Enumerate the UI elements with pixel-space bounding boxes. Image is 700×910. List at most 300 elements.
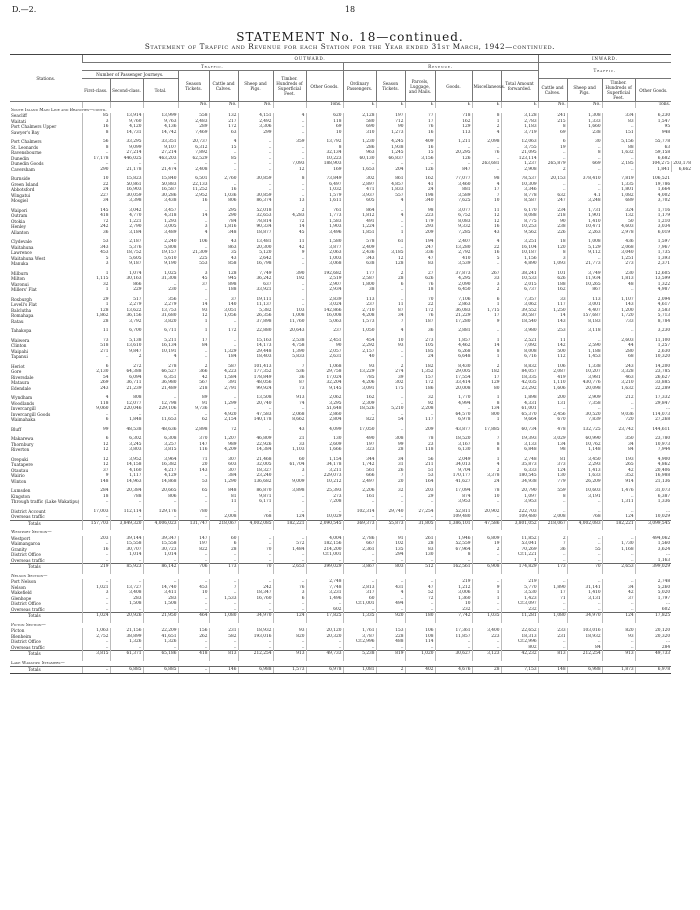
table-cell: 2,748 [306,579,343,585]
table-cell: 173 [538,564,567,570]
table-cell: 1,496 [306,596,343,602]
table-cell: 24 [405,354,435,360]
table-cell: 5,063 [306,319,343,325]
table-cell: 219 [82,564,110,570]
table-cell: 64,570 [435,412,472,418]
table-cell: 4,004 [306,536,343,542]
table-cell: 3,953 [435,499,472,505]
station-name: Tahakopa [11,328,32,333]
table-cell: 104,275 [635,161,671,167]
table-cell: 28 [376,276,405,282]
table-cell: .. [110,161,143,167]
table-cell: 180 [405,613,435,619]
table-cell: 15,558 [110,541,143,547]
table-cell: 1,731 [567,208,602,214]
table-cell: 273 [602,261,635,267]
table-cell: .. [538,499,567,505]
table-cell: 5 [82,256,110,262]
table-cell: 14 [538,313,567,319]
table-cell: 6,308 [143,436,178,442]
table-cell: 28 [82,319,110,325]
table-cell: 5,211 [143,338,178,344]
table-cell: 34,178 [306,462,343,468]
table-cell: 3,378 [472,473,501,479]
table-cell: 3,624 [635,547,671,553]
table-cell: 2 [538,536,567,542]
table-cell: 2,309 [343,401,376,407]
table-cell: 1 [472,417,501,423]
table-cell: 3,231 [306,590,343,596]
table-cell: 293 [405,224,435,230]
table-cell: .. [178,349,209,355]
table-cell: 20,384 [110,488,143,494]
station-name: Totals [10,613,82,619]
table-cell: 561 [343,468,376,474]
table-cell: 4,099 [306,427,343,433]
table-cell: 69 [306,124,343,130]
table-cell: 8 [82,130,110,136]
page-number: 18 [344,5,356,14]
table-cell: 1,730 [602,541,635,547]
table-cell: 689 [602,198,635,204]
table-cell: .. [343,607,376,613]
table-cell: 18,520 [435,436,472,442]
table-cell: 4,295 [435,276,472,282]
table-cell: 253 [538,328,567,334]
table-cell: 13,280 [435,245,472,251]
station-name: Blenheim [11,633,32,639]
table-cell: 72 [82,219,110,225]
table-cell: 101,413 [238,364,273,370]
table-cell: 72 [405,596,435,602]
table-cell: .. [209,182,238,188]
table-cell: 6,268 [435,349,472,355]
table-cell: 140,178 [238,417,273,423]
table-cell: 53,041 [501,541,538,547]
table-cell: 1,224 [343,224,376,230]
station-name: Winton [11,478,27,484]
table-cell: 1,237 [501,161,538,167]
table-cell: .. [602,124,635,130]
table-cell: 283 [110,596,143,602]
table-cell: 21,489 [143,386,178,392]
table-cell: 43 [273,427,306,433]
table-cell: 3,849,320 [110,520,143,526]
table-cell: 24 [82,187,110,193]
table-cell: 47 [405,256,435,262]
table-cell: 637 [238,282,273,288]
table-cell: .. [178,667,209,674]
table-cell: 17,178 [82,156,110,162]
table-cell: 14,731 [110,130,143,136]
table-cell: 280 [602,349,635,355]
table-cell: 101 [538,271,567,277]
table-cell: 24 [472,479,501,485]
table-cell: .. [178,245,209,251]
table-cell: 4,890 [501,261,538,267]
table-cell: 28 [405,541,435,547]
table-cell: 162 [435,119,472,125]
table-cell: 1 [501,558,538,564]
statement-subtitle: Statement of Traffic and Revenue for each Station for the Year ended 31st March, 1942—continued. [144,42,556,51]
table-cell: .. [273,645,306,651]
table-cell: 10,029 [635,514,671,520]
table-cell: 3 [178,224,209,230]
table-cell: 8 [538,250,567,256]
table-cell: 858 [209,261,238,267]
table-cell: 512 [405,564,435,570]
table-cell: 21,309 [178,250,209,256]
table-cell: 14,158 [110,462,143,468]
table-cell: 124 [273,613,306,619]
table-cell: 32,653 [238,213,273,219]
table-cell: .. [273,145,306,151]
table-cell: 1,326 [110,639,143,645]
station-name: Thornbury [11,441,34,447]
table-cell: 76 [405,282,435,288]
table-cell: 6,170 [501,208,538,214]
table-cell: .. [538,406,567,412]
table-cell: 1,573 [343,319,376,325]
table-cell: 129,176 [143,509,178,515]
table-cell: 8 [472,401,501,407]
table-cell: 27,254 [405,509,435,515]
table-cell: 436 [602,239,635,245]
table-cell: 9 [82,473,110,479]
table-cell: 3,702 [635,198,671,204]
table-cell: 34,938 [501,479,538,485]
table-cell: 8,587 [501,198,538,204]
table-cell: .. [82,499,110,505]
table-cell: .. [538,601,567,607]
table-cell: 98 [405,208,435,214]
table-cell: 50 [602,219,635,225]
table-cell: .. [273,406,306,412]
table-cell: 16 [82,547,110,553]
table-cell: 5,770 [501,585,538,591]
table-cell: 203,178 [671,161,692,167]
table-cell: .. [472,607,501,613]
table-cell: 52 [405,590,435,596]
table-cell: 142,866 [306,308,343,314]
table-cell: .. [376,245,405,251]
table-cell: 194 [405,239,435,245]
table-cell: 390 [273,271,306,277]
table-cell: 2,087 [538,369,567,375]
table-cell: 5,129 [567,245,602,251]
table-cell: 6,809 [472,536,501,542]
table-cell: 1 [472,302,501,308]
station-name: Overseas traffic [11,644,45,650]
table-cell: 20,120 [306,628,343,634]
table-cell: 3,801,052 [501,520,538,526]
table-cell: 2,408 [178,167,209,173]
table-cell: 4,120 [110,124,143,130]
table-cell: 2 [376,667,405,674]
table-cell: 1,293 [143,219,178,225]
table-cell: 10,603 [567,488,602,494]
station-name: Millers' Flat [11,287,37,292]
station-name: District Office [11,552,41,557]
col-total-forwarded: Total Amount forwarded. [501,71,538,102]
table-cell: 39,347 [143,536,178,542]
table-cell: .. [82,645,110,651]
table-cell: .. [567,579,602,585]
table-cell: 3,583 [635,308,671,314]
table-cell: .. [376,354,405,360]
table-cell: 21,156 [110,628,143,634]
table-cell: 11,653 [143,417,178,423]
table-cell: 1,082 [602,193,635,199]
table-cell: 68 [602,354,635,360]
table-cell: .. [273,494,306,500]
table-cell: 17,361 [435,628,472,634]
table-cell: 2,603 [602,338,635,344]
table-cell: .. [209,161,238,167]
table-cell: .. [273,558,306,564]
table-cell: 4 [472,239,501,245]
table-cell: 1,211 [435,139,472,145]
table-cell: 118 [405,447,435,453]
table-cell: 419 [538,375,567,381]
table-cell: 42 [602,468,635,474]
table-cell: .. [567,167,602,173]
table-cell: 237 [343,302,376,308]
table-cell: .. [376,427,405,433]
table-cell: 1,003 [306,256,343,262]
table-cell: 212,254 [238,651,273,657]
table-cell: 113 [567,297,602,303]
table-cell: .. [567,536,602,542]
table-cell: 1,020 [405,651,435,657]
table-cell: 182 [405,364,435,370]
table-cell: 587 [209,364,238,370]
station-name: District Office [11,639,41,644]
table-cell: 3,496 [306,230,343,236]
table-cell: 5,382 [238,308,273,314]
station-name: Through traffic (Lake Wakatipu) [11,499,80,504]
table-cell: .. [143,395,178,401]
table-cell: 22,209 [143,628,178,634]
table-cell: 184 [209,354,238,360]
table-cell: 211 [405,462,435,468]
table-cell: 5,808 [143,245,178,251]
table-cell: 1,035 [472,613,501,619]
table-cell: 7,092 [501,343,538,349]
table-cell: 1,816 [209,224,238,230]
table-cell: .. [376,607,405,613]
table-cell: .. [538,156,567,162]
table-cell: .. [602,494,635,500]
table-cell: 32,204 [306,380,343,386]
table-cell: 813 [209,651,238,657]
table-cell: 16 [472,250,501,256]
table-cell: 1,797 [635,596,671,602]
table-cell: 83 [405,261,435,267]
station-name: Burnside [11,176,31,181]
table-cell: 632 [538,193,567,199]
table-cell: 229,073 [306,473,343,479]
station-name: Waitahuna West [11,255,46,261]
table-cell: .. [376,558,405,564]
table-cell: 1,611 [306,198,343,204]
table-cell: 3 [472,282,501,288]
table-cell: 317 [343,590,376,596]
table-cell: .. [567,499,602,505]
table-cell: 1,107 [602,297,635,303]
table-cell: 17 [538,590,567,596]
table-cell: 1,210 [635,219,671,225]
table-cell: 30,723 [143,547,178,553]
table-cell: .. [209,509,238,515]
table-cell: 120 [538,245,567,251]
table-cell: 2,407 [435,239,472,245]
table-cell: 3 [82,119,110,125]
table-cell: 231 [538,634,567,640]
section-heading: Westport Section— [11,530,52,535]
table-cell: 18,403 [238,354,273,360]
table-cell: 172 [405,308,435,314]
table-cell: 38,899 [110,634,143,640]
table-cell: 49,733 [635,651,671,657]
station-name: Sawyer's Bay [11,129,40,135]
station-name: Dunedin [11,155,29,161]
table-cell: 1,901 [567,213,602,219]
table-cell: 14 [178,213,209,219]
table-cell: 1,386,101 [435,520,472,526]
table-cell: 1,903 [306,224,343,230]
table-cell: 867 [567,287,602,293]
table-cell: 3,898 [273,488,306,494]
table-cell: 6 [209,541,238,547]
table-cell: .. [405,607,435,613]
table-cell: 6 [273,596,306,602]
table-cell: 3,029 [538,436,567,442]
table-cell: 1,390 [273,349,306,355]
table-cell: 1 [376,230,405,236]
table-cell: 913 [602,651,635,657]
table-cell: 151 [602,130,635,136]
table-cell: .. [567,145,602,151]
table-cell: 14,200 [635,364,671,370]
table-cell: 22 [472,245,501,251]
table-cell: 1,245 [376,150,405,156]
table-cell: .. [602,601,635,607]
station-name: Milton [11,276,25,281]
table-cell: 19 [472,541,501,547]
table-cell: .. [567,558,602,564]
table-cell: 27,268 [635,417,671,423]
table-cell: .. [538,182,567,188]
table-cell: ... [635,509,671,515]
table-cell: 70 [238,547,273,553]
table-cell: 8,784 [635,319,671,325]
table-cell: 263,681 [472,161,501,167]
table-cell: 6,351 [143,375,178,381]
table-cell: 2 [472,468,501,474]
table-cell: .. [567,541,602,547]
table-cell: 112,114 [110,509,143,515]
table-cell: 706 [178,564,209,570]
table-cell: 188,903 [306,161,343,167]
table-cell: 670 [538,417,567,423]
table-cell: 10,253 [501,224,538,230]
table-cell: 105 [405,343,435,349]
unit-cell: No. [538,102,567,108]
table-cell: 13,727 [110,585,143,591]
table-cell: 18,752 [110,250,143,256]
table-cell: 117 [405,417,435,423]
table-cell: .. [472,499,501,505]
table-cell: 21,468 [238,457,273,463]
table-cell: 5,610 [143,256,178,262]
table-cell: 4,002,083 [567,520,602,526]
table-cell: 76 [405,313,435,319]
table-cell: 2,898 [178,427,209,433]
col-miscellaneous: Miscellaneous. [472,71,501,102]
table-cell: 147 [178,536,209,542]
table-cell: 30,859 [238,176,273,182]
table-cell: 3,460 [435,182,472,188]
table-cell: 1,360 [435,596,472,602]
table-cell: 17,825 [635,613,671,619]
table-cell: 1,720 [602,313,635,319]
table-cell: 228 [376,634,405,640]
table-cell: 32 [82,282,110,288]
table-cell: .. [567,338,602,344]
table-cell: 2,063 [306,250,343,256]
table-cell: 13,599 [635,276,671,282]
table-cell: .. [209,319,238,325]
table-cell: 2,881 [435,328,472,334]
col-sheep-in: Sheep and Pigs. [567,79,602,102]
table-cell: 1,063 [82,628,110,634]
table-cell: 21 [273,436,306,442]
table-cell: 203 [405,488,435,494]
table-cell: 779 [538,479,567,485]
table-cell: 109,480 [435,514,472,520]
table-cell: .. [602,579,635,585]
table-cell: 18,313 [501,634,538,640]
table-cell: .. [602,287,635,293]
table-cell: 23,742 [602,427,635,433]
table-cell: 132,725 [567,427,602,433]
table-cell: 3,042 [110,208,143,214]
unit-cell: £ [405,102,435,108]
table-cell: 1,584 [209,375,238,381]
station-name: Lovell's Flat [11,302,37,307]
table-cell: .. [209,558,238,564]
table-cell: 1 [472,590,501,596]
table-cell: .. [538,639,567,645]
table-cell: 33 [472,276,501,282]
table-cell: 84 [178,343,209,349]
table-cell: .. [178,354,209,360]
table-cell: 30,587 [501,313,538,319]
table-cell: .. [567,256,602,262]
table-cell: 7 [376,319,405,325]
table-cell: 18,327 [238,468,273,474]
table-cell: 93 [376,343,405,349]
table-cell: 65,186 [143,651,178,657]
table-cell: 33 [273,442,306,448]
table-cell: 22,652 [501,628,538,634]
table-cell: 177 [343,271,376,277]
table-cell: 197 [178,541,209,547]
table-cell: 9,145 [306,386,343,392]
table-cell: 6,450 [435,287,472,293]
table-cell: 4,617 [635,302,671,308]
